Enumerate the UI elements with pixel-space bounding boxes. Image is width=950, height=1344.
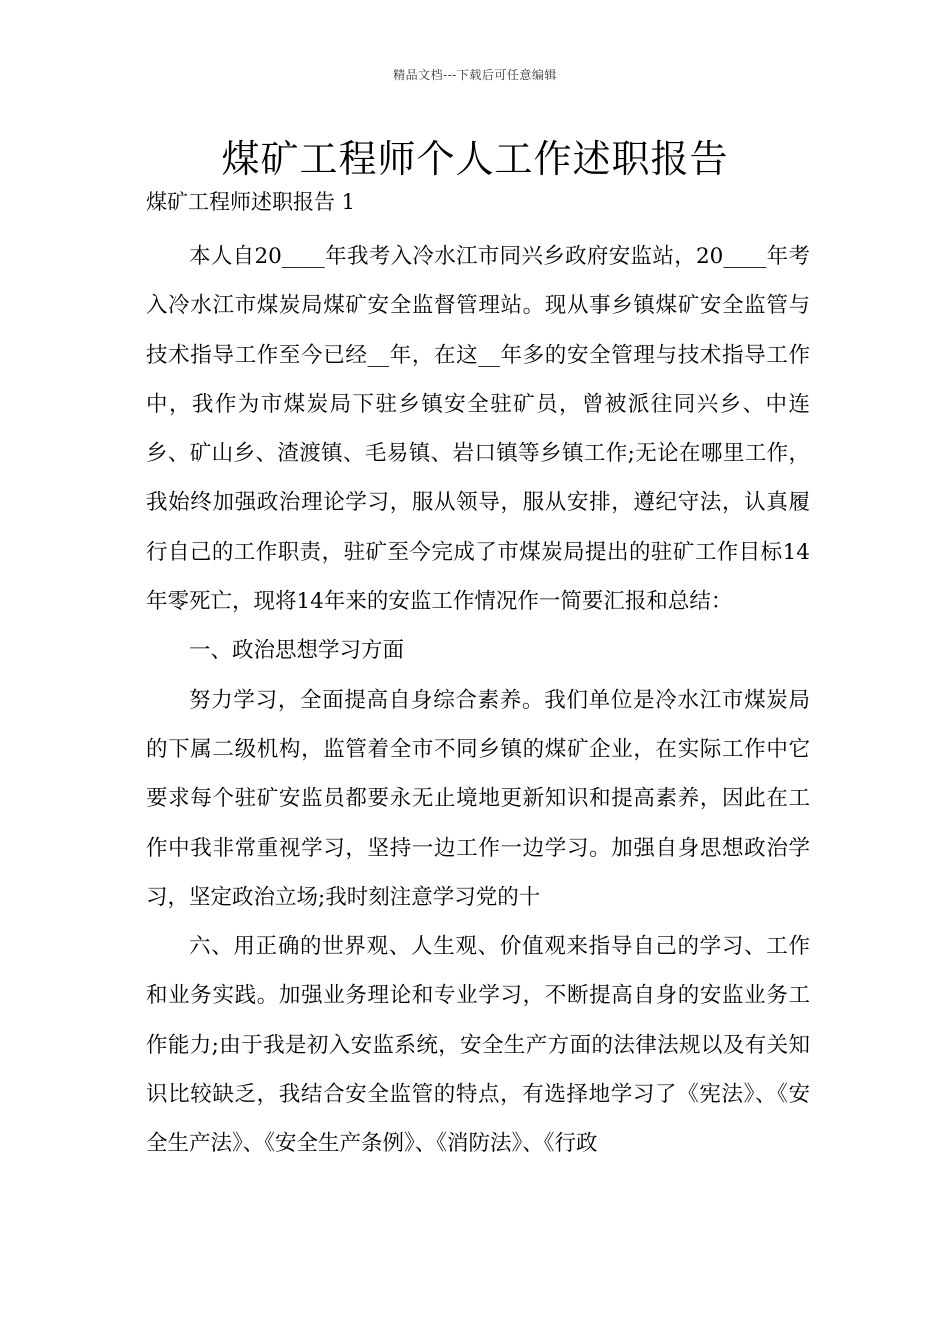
paragraph-section-heading: 一、政治思想学习方面 (189, 638, 405, 664)
document-body (146, 232, 810, 1169)
header-note: 精品文档---下载后可任意编辑 (393, 68, 557, 82)
document-subtitle: 煤矿工程师述职报告 1 (146, 190, 356, 214)
paragraph-practice: 六、用正确的世界观、人生观、价值观来指导自己的学习、工作和业务实践。加强业务理论和专业学习，不断提高自身的安监业务工作能力;由于我是初入安监系统，安全生产方面的法律法规以及有关知识比较缺乏，我结合安全监管的特点，有选择地学习了《宪法》、《安全生产法》、《安全生产条例》、《消防法》、《行政 (146, 934, 810, 1157)
paragraph-intro: 本人自20____年我考入冷水江市同兴乡政府安监站，20____年考入冷水江市煤炭局煤矿安全监督管理站。现从事乡镇煤矿安全监管与技术指导工作至今已经__年，在这__年多的安全管理与技术指导工作中，我作为市煤炭局下驻乡镇安全驻矿员，曾被派往同兴乡、中连乡、矿山乡、渣渡镇、毛易镇、岩口镇等乡镇工作;无论在哪里工作，我始终加强政治理论学习，服从领导，服从安排，遵纪守法，认真履行自己的工作职责，驻矿至今完成了市煤炭局提出的驻矿工作目标14年零死亡，现将14年来的安监工作情况作一简要汇报和总结： (146, 244, 810, 615)
paragraph-study: 努力学习，全面提高自身综合素养。我们单位是冷水江市煤炭局的下属二级机构，监管着全市不同乡镇的煤矿企业，在实际工作中它要求每个驻矿安监员都要永无止境地更新知识和提高素养，因此在工作中我非常重视学习，坚持一边工作一边学习。加强自身思想政治学习，坚定政治立场;我时刻注意学习党的十 (146, 687, 810, 910)
document-title: 煤矿工程师个人工作述职报告 (221, 137, 729, 181)
